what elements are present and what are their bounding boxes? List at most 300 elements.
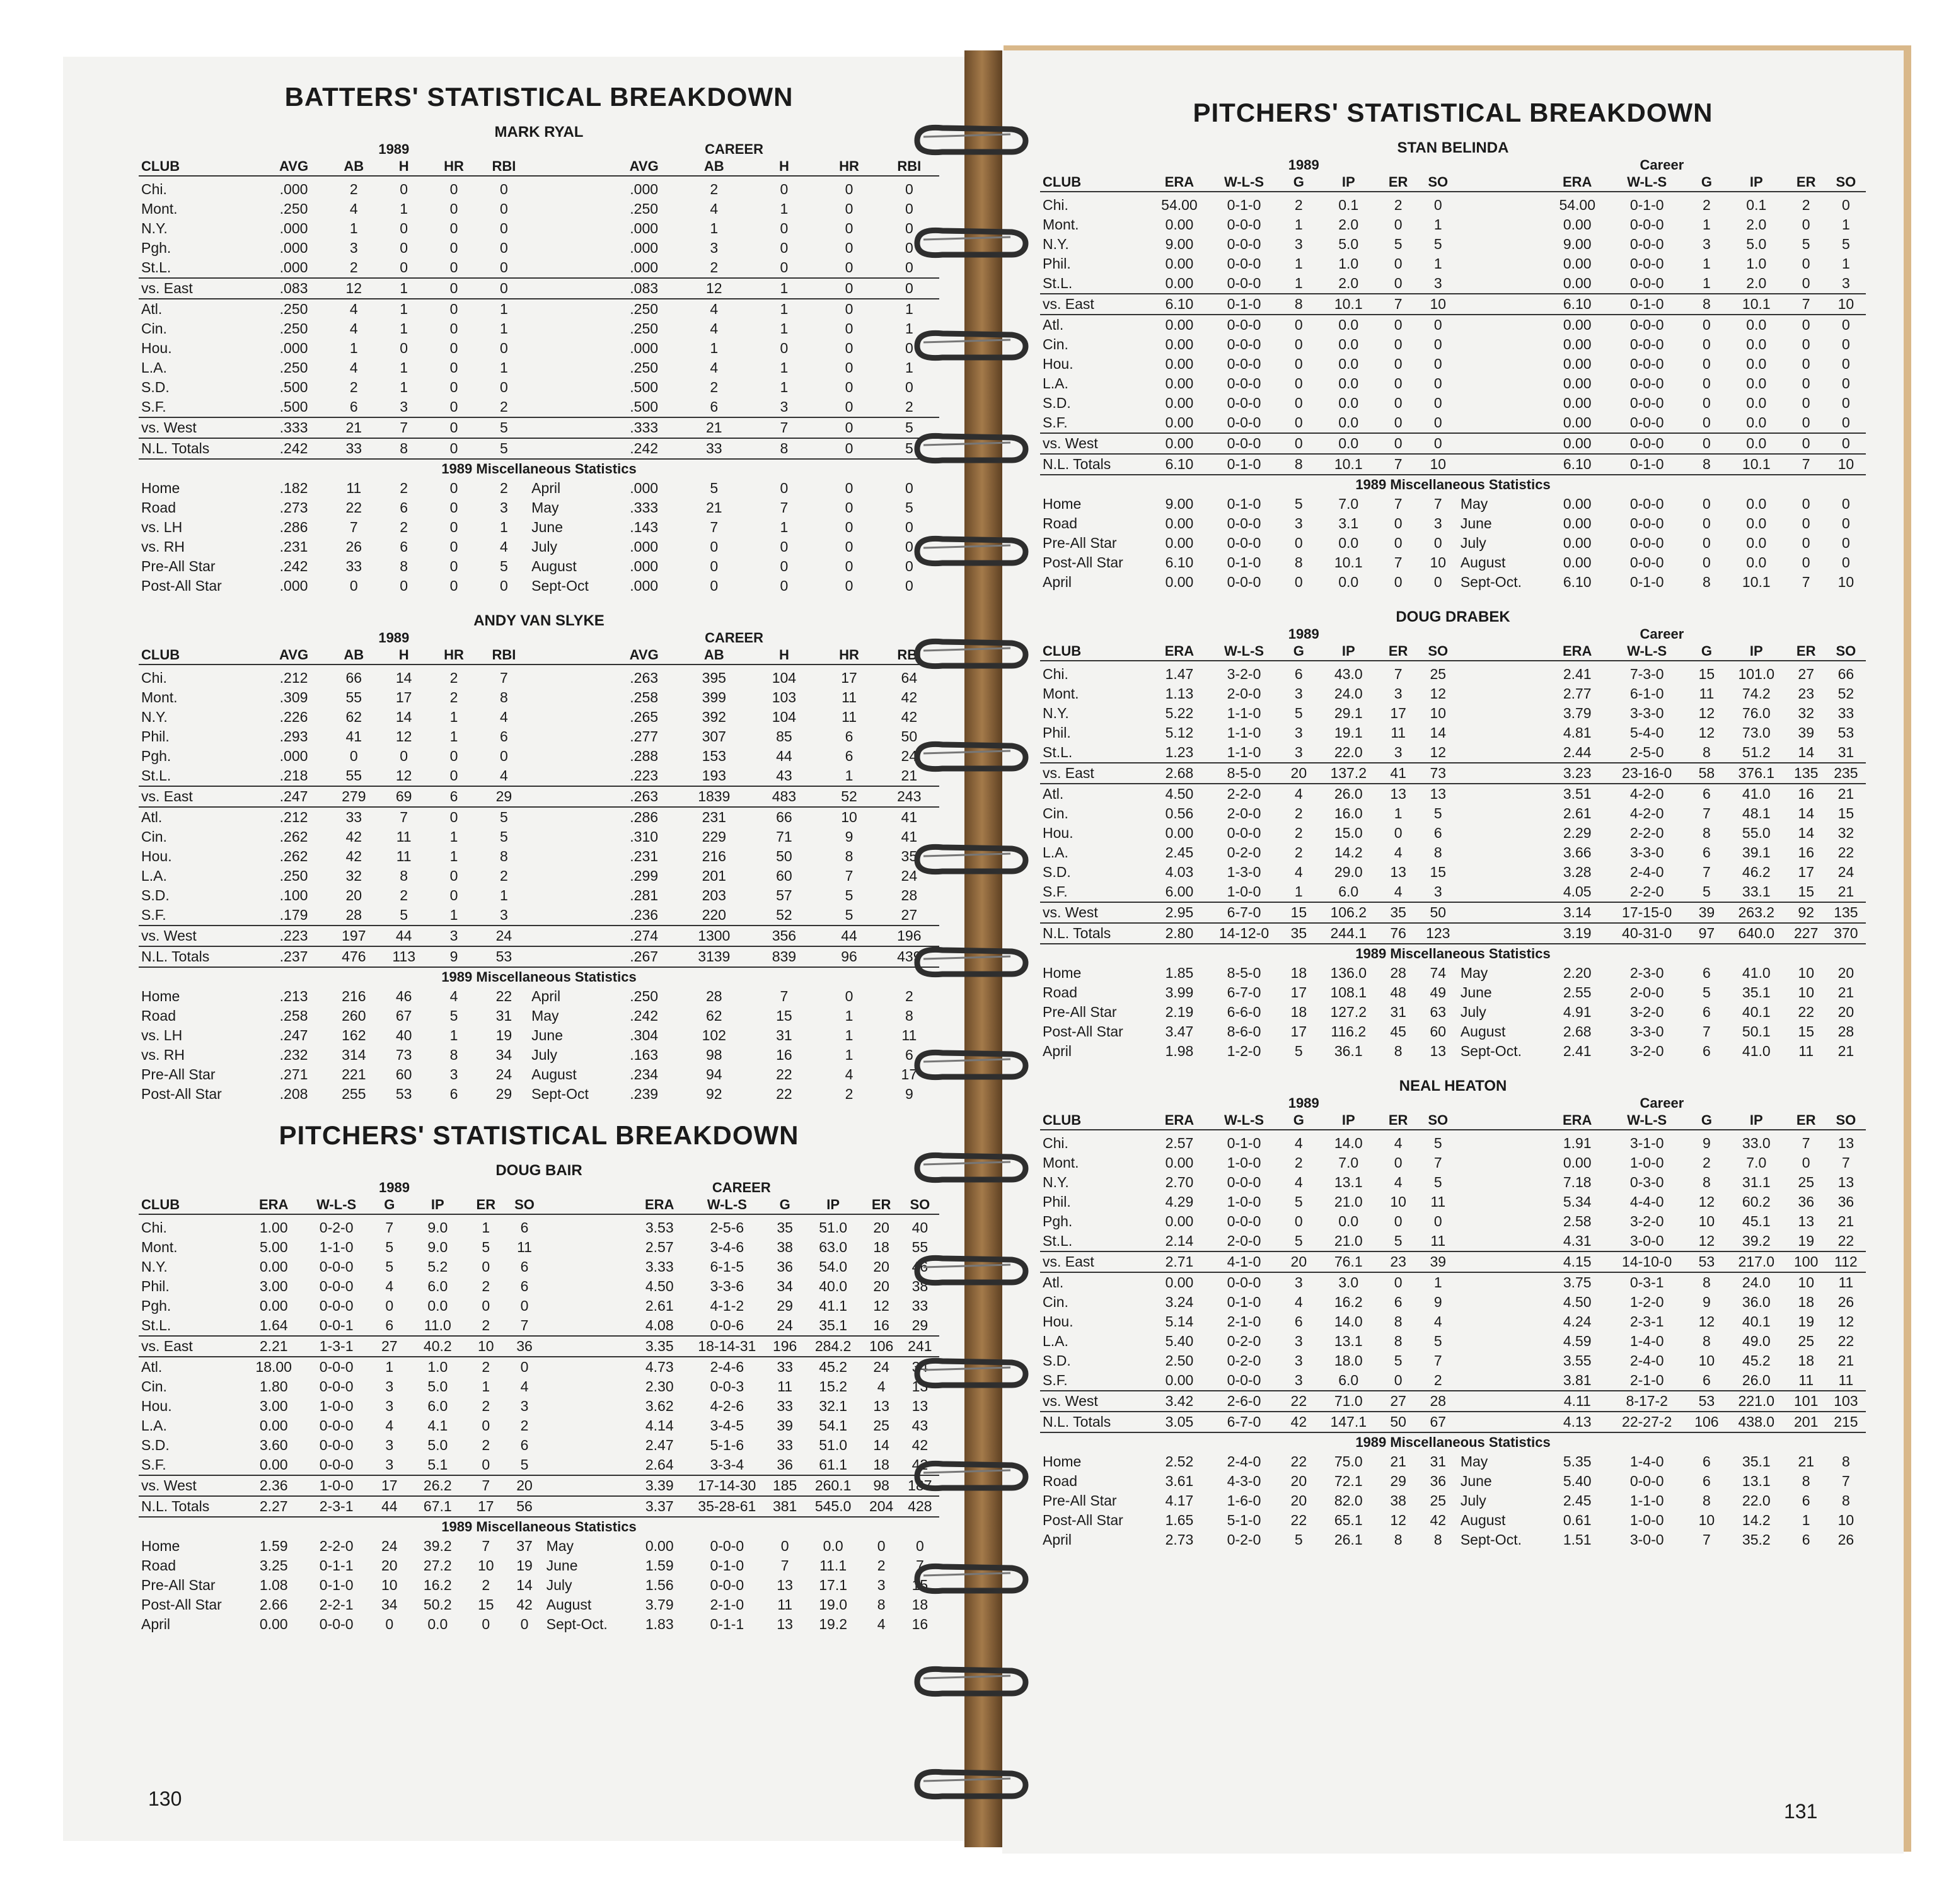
column-header: W-L-S xyxy=(688,1196,765,1214)
column-header: G xyxy=(1279,642,1319,661)
stat-cell: vs. LH xyxy=(141,519,183,535)
stat-cell: 0-0-0 xyxy=(319,1258,354,1275)
stat-cell: 0-0-0 xyxy=(1227,236,1261,252)
stat-cell: 12 xyxy=(1698,1193,1715,1210)
stat-cell: 2-0-0 xyxy=(1227,1233,1261,1249)
stat-cell: 2.61 xyxy=(1563,805,1592,821)
group-label-row xyxy=(139,1180,939,1196)
binding-coil xyxy=(905,328,1031,364)
stat-cell: 0 xyxy=(780,181,789,197)
stat-cell: 46.2 xyxy=(1742,864,1771,880)
stat-cell: 17-15-0 xyxy=(1607,902,1687,923)
column-header: CLUB xyxy=(1040,642,1150,661)
stat-cell: 3 xyxy=(385,1378,394,1395)
stat-cell: 98 xyxy=(705,1047,722,1063)
stat-cell: 8 xyxy=(749,438,819,459)
stat-cell: 2 xyxy=(400,519,408,535)
stat-cell: 1 xyxy=(449,709,458,725)
misc-row xyxy=(1040,514,1866,533)
stat-cell: Atl. xyxy=(139,807,259,827)
stat-cell: 0 xyxy=(1802,496,1810,512)
stat-cell: 8 xyxy=(400,868,408,884)
table-row xyxy=(139,707,939,727)
stat-cell: 21 xyxy=(1837,883,1854,900)
stat-cell: 0 xyxy=(1294,356,1303,372)
stat-cell: 2 xyxy=(1294,825,1303,841)
stat-cell: 10.1 xyxy=(1319,454,1379,475)
career-label: CAREER xyxy=(712,1180,771,1195)
table-row xyxy=(1040,254,1866,274)
stat-cell: 32 xyxy=(345,868,362,884)
stat-cell: 8 xyxy=(1687,1272,1727,1292)
stat-cell: 201 xyxy=(1786,1412,1826,1432)
stat-cell: 39.1 xyxy=(1742,844,1771,861)
stat-cell: 1 xyxy=(780,519,789,535)
misc-row xyxy=(139,576,939,596)
column-header: CLUB xyxy=(1040,1112,1150,1130)
column-header: AVG xyxy=(609,646,679,665)
stat-cell: 0 xyxy=(1279,315,1319,335)
stat-cell: 0 xyxy=(1802,336,1810,352)
stat-cell: .250 xyxy=(630,359,659,376)
stat-cell: 6 xyxy=(520,1258,529,1275)
stat-cell: Cin. xyxy=(1043,336,1068,352)
stat-cell: June xyxy=(531,519,563,535)
stats-table xyxy=(1040,1095,1866,1550)
stat-cell: 1 xyxy=(1841,255,1850,272)
spacer-cell xyxy=(1458,1173,1548,1192)
stat-cell: 0 xyxy=(449,767,458,784)
stat-cell: 0.00 xyxy=(259,1417,288,1434)
stat-cell xyxy=(139,1180,245,1196)
stat-cell: 0 xyxy=(449,200,458,217)
stat-cell: 3 xyxy=(385,1398,394,1414)
stat-cell: 22 xyxy=(1837,844,1854,861)
stat-cell: 0-0-0 xyxy=(319,1437,354,1453)
spacer-cell xyxy=(529,646,609,665)
stat-cell: 4 xyxy=(449,988,458,1004)
stat-cell: 5.0 xyxy=(1338,236,1359,252)
stat-cell: 3.66 xyxy=(1563,844,1592,861)
table-row xyxy=(139,1455,939,1475)
stat-cell: 17 xyxy=(395,689,412,705)
stat-cell: 46 xyxy=(395,988,412,1004)
stat-cell: 217.0 xyxy=(1727,1251,1786,1272)
stat-cell: .500 xyxy=(279,379,308,395)
stat-cell: 31 xyxy=(1430,1453,1447,1470)
stat-cell: 33 xyxy=(911,1297,929,1314)
stat-cell: 72.1 xyxy=(1334,1473,1363,1489)
stat-cell: vs. West xyxy=(1040,902,1150,923)
stat-cell: 3-0-0 xyxy=(1629,1233,1664,1249)
stat-cell: 0-0-0 xyxy=(1629,496,1664,512)
stat-cell: 96 xyxy=(819,946,879,967)
stat-cell: 1 xyxy=(780,379,789,395)
stat-cell: 66 xyxy=(749,807,819,827)
stat-cell: 1 xyxy=(1802,1512,1810,1528)
stat-cell: 0 xyxy=(1418,433,1458,454)
table-row xyxy=(1040,704,1866,723)
table-row xyxy=(1040,1192,1866,1212)
stat-cell: 0 xyxy=(400,259,408,276)
spacer-cell xyxy=(1458,902,1548,923)
stat-cell: Atl. xyxy=(139,1357,245,1377)
stat-cell: 15 xyxy=(1698,666,1715,682)
stat-cell: 22 xyxy=(1798,1004,1814,1020)
stat-cell: 3 xyxy=(1394,744,1403,760)
misc-stats-label: 1989 Miscellaneous Statistics xyxy=(139,967,939,987)
stat-cell: 3 xyxy=(877,1577,886,1593)
stat-cell: .234 xyxy=(630,1066,659,1083)
column-header: H xyxy=(749,158,819,176)
stat-cell: 1-0-0 xyxy=(1227,883,1261,900)
spacer-cell xyxy=(544,1436,631,1455)
header-row xyxy=(1040,173,1866,192)
stat-cell: 0-0-0 xyxy=(1629,414,1664,431)
column-header: ERA xyxy=(1150,1112,1210,1130)
stat-cell: 23-16-0 xyxy=(1607,763,1687,784)
table-row xyxy=(1040,374,1866,393)
stat-cell: 0 xyxy=(1702,395,1711,411)
stat-cell: 0 xyxy=(1394,255,1403,272)
spacer-cell xyxy=(1458,804,1548,823)
stat-cell: Home xyxy=(141,1538,180,1554)
stat-cell: August xyxy=(1460,1023,1506,1040)
spacer-cell xyxy=(544,1336,631,1357)
stat-cell: 0 xyxy=(1841,395,1850,411)
stat-cell: 2.0 xyxy=(1746,216,1767,233)
stat-cell: Post-All Star xyxy=(141,1086,222,1102)
stat-cell: 0.00 xyxy=(259,1297,288,1314)
stat-cell: 2.80 xyxy=(1150,923,1210,944)
stat-cell: 0-0-0 xyxy=(710,1577,744,1593)
table-row xyxy=(139,1357,939,1377)
stat-cell: 60 xyxy=(1430,1023,1447,1040)
stat-cell: .288 xyxy=(630,748,659,764)
table-row xyxy=(1040,882,1866,902)
stat-cell: 67.1 xyxy=(408,1496,466,1517)
stat-cell: .179 xyxy=(279,907,308,923)
stat-cell: 8 xyxy=(1702,574,1711,590)
stat-cell: 6 xyxy=(520,1437,529,1453)
stat-cell: 6 xyxy=(1433,825,1442,841)
stat-cell: 483 xyxy=(749,786,819,807)
column-header: G xyxy=(1687,642,1727,661)
stat-cell: 38 xyxy=(777,1239,793,1255)
stat-cell: 20 xyxy=(381,1557,398,1574)
stat-cell: Cin. xyxy=(141,828,167,845)
stat-cell: 13.1 xyxy=(1334,1333,1363,1349)
stat-cell: 31 xyxy=(1390,1004,1406,1020)
stat-cell: Phil. xyxy=(141,728,170,745)
stat-cell: 0 xyxy=(449,578,458,594)
table-row xyxy=(139,786,939,807)
stat-cell: 0.0 xyxy=(1727,315,1786,335)
stat-cell: 7.0 xyxy=(1338,1154,1359,1171)
table-row xyxy=(1040,413,1866,433)
stat-cell: 54.00 xyxy=(1559,197,1595,213)
stat-cell: 8 xyxy=(1702,1174,1711,1190)
stat-cell: 13 xyxy=(1430,1043,1447,1059)
stat-cell: 0 xyxy=(1294,336,1303,352)
stat-cell: 227 xyxy=(1786,923,1826,944)
stat-cell: N.L. Totals xyxy=(139,1496,245,1517)
stat-cell: 0 xyxy=(845,181,853,197)
stat-cell: 9 xyxy=(429,946,478,967)
stat-cell: .262 xyxy=(279,848,308,864)
stat-cell: 0-0-0 xyxy=(1629,395,1664,411)
stat-cell: 1-1-0 xyxy=(319,1239,354,1255)
stat-cell: 0-0-0 xyxy=(1209,315,1278,335)
column-header: SO xyxy=(1418,1112,1458,1130)
stat-cell: 8 xyxy=(1394,1043,1403,1059)
stat-cell: 10 xyxy=(478,1557,494,1574)
stat-cell: 2 xyxy=(500,480,508,496)
stat-cell: 1 xyxy=(1433,255,1442,272)
spacer-cell xyxy=(1458,254,1548,274)
stat-cell: 9 xyxy=(1702,1294,1711,1310)
stat-cell: 0.1 xyxy=(1338,197,1359,213)
spacer-cell xyxy=(544,1396,631,1416)
stat-cell: .237 xyxy=(259,946,329,967)
stat-cell: 392 xyxy=(702,709,726,725)
stat-cell: 4-3-0 xyxy=(1227,1473,1261,1489)
stat-cell: 13 xyxy=(1390,864,1406,880)
stat-cell: 1 xyxy=(1702,275,1711,291)
stat-cell: 0.00 xyxy=(1165,825,1194,841)
stat-cell: 7 xyxy=(466,1475,505,1496)
stat-cell: 0 xyxy=(1394,395,1403,411)
table-row xyxy=(139,1496,939,1517)
table-row xyxy=(1040,1130,1866,1153)
stat-cell: 0 xyxy=(1394,535,1403,551)
stat-cell: 4 xyxy=(1294,1294,1303,1310)
stat-cell: .100 xyxy=(279,887,308,903)
stat-cell: 0.00 xyxy=(1563,515,1592,531)
stat-cell: 2.77 xyxy=(1563,685,1592,702)
stat-cell: Sept-Oct. xyxy=(546,1616,608,1632)
stat-cell: 1 xyxy=(905,359,913,376)
stat-cell: 4.1 xyxy=(427,1417,448,1434)
stat-cell: 18.00 xyxy=(245,1357,303,1377)
spacer-cell xyxy=(1458,704,1548,723)
stat-cell: 36.0 xyxy=(1742,1294,1771,1310)
stat-cell: 17 xyxy=(1290,1023,1307,1040)
stat-cell: 37 xyxy=(516,1538,533,1554)
stat-cell: 16 xyxy=(1798,844,1814,861)
stat-cell: 5.40 xyxy=(1563,1473,1592,1489)
stat-cell: 12 xyxy=(395,728,412,745)
stat-cell: 7 xyxy=(1702,805,1711,821)
stat-cell: 35 xyxy=(1379,902,1418,923)
spacer-cell xyxy=(1458,1371,1548,1391)
stat-cell: 1 xyxy=(879,299,939,319)
stat-cell: 5.0 xyxy=(427,1437,448,1453)
stat-cell: 54.1 xyxy=(819,1417,848,1434)
stat-cell: 2-0-0 xyxy=(1629,984,1664,1001)
column-header: RBI xyxy=(879,646,939,665)
stat-cell: S.F. xyxy=(141,907,166,923)
stat-cell: 56 xyxy=(505,1496,543,1517)
stat-cell: June xyxy=(531,1027,563,1043)
stat-cell: 1.0 xyxy=(408,1357,466,1377)
stat-cell: 0.0 xyxy=(1338,414,1359,431)
stat-cell: .333 xyxy=(609,417,679,438)
stat-cell: 39 xyxy=(1798,724,1814,741)
pitchers-title-left: PITCHERS' STATISTICAL BREAKDOWN xyxy=(279,1120,799,1150)
stat-cell: 35.1 xyxy=(1742,1453,1771,1470)
stat-cell: Pre-All Star xyxy=(141,558,216,574)
stat-cell: vs. East xyxy=(139,278,259,299)
stat-cell: 4 xyxy=(679,299,749,319)
stat-cell: 0 xyxy=(915,1538,924,1554)
stat-cell: 0 xyxy=(1841,515,1850,531)
stat-cell: Mont. xyxy=(141,200,178,217)
table-row xyxy=(139,665,939,688)
stat-cell: S.F. xyxy=(1043,1372,1068,1388)
stat-cell: 123 xyxy=(1418,923,1458,944)
stat-cell: 0 xyxy=(1702,336,1711,352)
stat-cell: 34 xyxy=(901,1357,939,1377)
stat-cell: 6.00 xyxy=(1165,883,1194,900)
stat-cell: Post-All Star xyxy=(141,578,222,594)
stat-cell: 0 xyxy=(780,480,789,496)
stat-cell: 1-1-0 xyxy=(1629,1492,1664,1509)
stat-cell: 0 xyxy=(1687,315,1727,335)
stat-cell: 3.79 xyxy=(1563,705,1592,721)
stat-cell: N.L. Totals xyxy=(1040,454,1150,475)
stat-cell: 21 xyxy=(1837,1352,1854,1369)
stat-cell: 2 xyxy=(449,670,458,686)
stat-cell: .310 xyxy=(630,828,659,845)
stat-cell: 221 xyxy=(342,1066,366,1083)
stat-cell: 0-0-0 xyxy=(1227,1372,1261,1388)
stat-cell: 0 xyxy=(1433,574,1442,590)
stat-cell xyxy=(1040,157,1150,173)
stat-cell: 73 xyxy=(1418,763,1458,784)
stat-cell: 8 xyxy=(1702,744,1711,760)
stat-cell: 24 xyxy=(862,1357,901,1377)
stat-cell: 26.0 xyxy=(1742,1372,1771,1388)
table-row xyxy=(1040,393,1866,413)
stat-cell: 0 xyxy=(449,359,458,376)
stat-cell: .250 xyxy=(630,988,659,1004)
stat-cell: 4.31 xyxy=(1563,1233,1592,1249)
stat-cell: 42 xyxy=(911,1456,929,1473)
stat-cell: 11 xyxy=(901,1027,917,1043)
stat-cell: 2.41 xyxy=(1563,1043,1592,1059)
stat-cell: 5-1-0 xyxy=(1227,1512,1261,1528)
stat-cell: Chi. xyxy=(1043,1135,1068,1151)
stat-cell: 0-2-0 xyxy=(319,1219,354,1236)
stat-cell: 2.29 xyxy=(1563,825,1592,841)
stat-cell: 216 xyxy=(342,988,366,1004)
group-label-row xyxy=(1040,1095,1866,1112)
table-row xyxy=(139,827,939,847)
stat-cell: .000 xyxy=(279,340,308,356)
stat-cell: 11 xyxy=(1838,1372,1854,1388)
stat-cell: 100 xyxy=(1786,1251,1826,1272)
stat-cell: 0 xyxy=(1294,375,1303,392)
stat-cell: 1-6-0 xyxy=(1227,1492,1261,1509)
column-header: G xyxy=(1279,173,1319,192)
stat-cell: 4 xyxy=(349,320,358,337)
stat-cell: 2-4-0 xyxy=(1629,1352,1664,1369)
stat-cell: 4 xyxy=(1394,1174,1403,1190)
stat-cell: 5-1-6 xyxy=(710,1437,744,1453)
stat-cell: 0 xyxy=(500,240,508,256)
stat-cell: 2.57 xyxy=(645,1239,674,1255)
stat-cell: 35.1 xyxy=(1742,984,1771,1001)
stat-cell: 29.1 xyxy=(1334,705,1363,721)
stat-cell: 314 xyxy=(342,1047,366,1063)
stat-cell: 10.1 xyxy=(1727,294,1786,315)
stat-cell: Road xyxy=(141,1007,176,1024)
stat-cell: 187 xyxy=(901,1475,939,1496)
stat-cell: 71 xyxy=(776,828,792,845)
stat-cell: 1 xyxy=(710,340,719,356)
stat-cell: 10 xyxy=(1826,454,1866,475)
stat-cell: 6 xyxy=(1802,1492,1810,1509)
header-row xyxy=(1040,642,1866,661)
stat-cell: 40 xyxy=(395,1027,412,1043)
player-name: MARK RYAL xyxy=(494,124,584,141)
stat-cell: 28 xyxy=(345,907,362,923)
stat-cell: 0 xyxy=(819,438,879,459)
stat-cell: 7 xyxy=(1394,496,1403,512)
stat-cell: Home xyxy=(1043,496,1082,512)
stat-cell: 2-6-0 xyxy=(1209,1391,1278,1412)
stat-cell: 1 xyxy=(780,320,789,337)
stat-cell: 2 xyxy=(1433,1372,1442,1388)
stat-cell: 1.85 xyxy=(1165,965,1194,981)
stat-cell: 3.61 xyxy=(1165,1473,1194,1489)
stat-cell: 11 xyxy=(1430,1233,1446,1249)
stat-cell: N.Y. xyxy=(141,220,168,236)
stat-cell: .000 xyxy=(279,220,308,236)
table-row xyxy=(1040,1292,1866,1312)
column-header: G xyxy=(1279,1112,1319,1130)
stat-cell: Mont. xyxy=(141,689,178,705)
stat-cell: 2 xyxy=(482,1278,490,1294)
stat-cell: .000 xyxy=(630,578,659,594)
stat-cell: May xyxy=(531,1007,559,1024)
stat-cell: 2.0 xyxy=(1746,275,1767,291)
table-row xyxy=(139,1214,939,1238)
stat-cell: 1 xyxy=(449,1027,458,1043)
stat-cell: 3-2-0 xyxy=(1227,666,1261,682)
stat-cell: 1 xyxy=(449,848,458,864)
stat-cell: 15 xyxy=(1837,805,1854,821)
stat-cell: 6-1-0 xyxy=(1629,685,1664,702)
stat-cell: 0 xyxy=(1418,315,1458,335)
stat-cell: .000 xyxy=(630,240,659,256)
stat-cell: 3-3-0 xyxy=(1629,1023,1664,1040)
stat-cell: 10.1 xyxy=(1742,574,1771,590)
stat-cell: 0.0 xyxy=(427,1616,448,1632)
stat-cell: 3.81 xyxy=(1563,1372,1592,1388)
stat-cell: 65.1 xyxy=(1334,1512,1363,1528)
stat-cell: 2 xyxy=(482,1577,490,1593)
stat-cell: Mont. xyxy=(1043,1154,1079,1171)
stat-cell: 2-5-6 xyxy=(710,1219,744,1236)
stat-cell: 5.00 xyxy=(259,1239,288,1255)
column-header: ER xyxy=(1786,173,1826,192)
stat-cell: 0-0-0 xyxy=(1629,375,1664,392)
stat-cell: 11 xyxy=(1826,1272,1866,1292)
stat-cell: 0-2-0 xyxy=(1227,1333,1261,1349)
stat-cell: 0.00 xyxy=(1563,356,1592,372)
